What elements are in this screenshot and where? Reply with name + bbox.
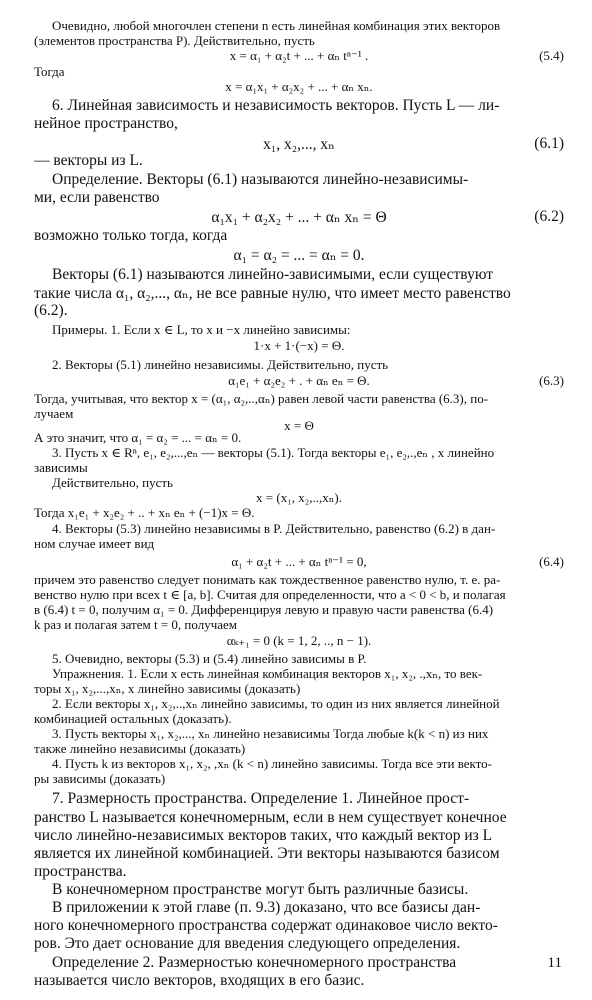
text-line: α₁e₁ + α₂e₂ + . + αₙ eₙ = Θ. — [228, 373, 370, 388]
text-line: k раз и полагая затем t = 0, получаем — [34, 617, 238, 632]
text-line: число линейно-независимых векторов таких, что каждый вектор из L — [34, 827, 493, 844]
text-line: α₁ + α₂t + ... + αₙ tⁿ⁻¹ = 0, — [231, 554, 367, 569]
text-line: венство нулю при всех t ∈ [a, b]. Считая для определенности, что a < 0 < b, и полагая — [34, 587, 506, 602]
text-line: x = α₁x₁ + α₂x₂ + ... + αₙ xₙ. — [225, 79, 373, 94]
text-line: α₁ = α₂ = ... = αₙ = 0. — [233, 247, 365, 264]
text-line: Векторы (6.1) называются линейно-зависимыми, если существуют — [52, 266, 493, 283]
equation-number: (6.3) — [539, 373, 564, 388]
text-line: А это значит, что α₁ = α₂ = ... = αₙ = 0. — [34, 430, 242, 445]
text-line: x = α₁ + α₂t + ... + αₙ tⁿ⁻¹ . — [229, 48, 369, 63]
text-line: В конечномерном пространстве могут быть различные базисы. — [52, 881, 469, 898]
text-line: Упражнения. 1. Если x есть линейная комбинация векторов x₁, x₂, .,xₙ, то век- — [52, 666, 483, 681]
text-line: 5. Очевидно, векторы (5.3) и (5.4) линейно зависимы в P. — [52, 651, 367, 666]
text-line: причем это равенство следует понимать как тождественное равенство нулю, т. е. ра- — [34, 572, 501, 587]
text-line: ном случае имеет вид — [34, 536, 155, 551]
text-line: 2. Если векторы x₁, x₂,..,xₙ линейно зависимы, то один из них является линейной — [52, 696, 500, 711]
page-number: 11 — [547, 955, 562, 971]
text-line: 3. Пусть x ∈ Rⁿ, e₁, e₂,...,eₙ — векторы (5.1). Тогда векторы e₁, e₂,.,eₙ , x линейно — [52, 445, 495, 460]
text-line: в (6.4) t = 0, получим α₁ = 0. Дифференцируя левую и правую части равенства (6.4) — [34, 602, 494, 617]
text-line: — векторы из L. — [34, 152, 143, 169]
equation-number: (6.1) — [534, 135, 564, 152]
text-line: пространства. — [34, 863, 127, 880]
text-line: 2. Векторы (5.1) линейно независимы. Действительно, пусть — [52, 357, 389, 372]
text-line: комбинацией остальных (доказать). — [34, 711, 232, 726]
text-line: зависимы — [34, 460, 88, 475]
text-line: 1·x + 1·(−x) = Θ. — [253, 338, 345, 353]
text-line: называется число векторов, входящих в его базис. — [34, 972, 365, 989]
equation-number: (6.4) — [539, 554, 564, 569]
text-line: торы x₁, x₂,...,xₙ, x линейно зависимы (доказать) — [34, 681, 301, 696]
text-line: ми, если равенство — [34, 189, 160, 206]
equation-number: (6.2) — [534, 208, 564, 225]
text-line: x = (x₁, x₂,..,xₙ). — [256, 490, 342, 505]
text-line: возможно только тогда, когда — [34, 227, 228, 244]
text-line: Определение. Векторы (6.1) называются линейно-независимы- — [52, 171, 469, 188]
text-line: Действительно, пусть — [52, 475, 173, 490]
text-line: нейное пространство, — [34, 115, 178, 132]
text-line: является их линейной комбинацией. Эти векторы называются базисом — [34, 845, 500, 862]
text-line: ного конечномерного пространства содержат одинаковое число векто- — [34, 917, 498, 934]
text-line: Тогда, учитывая, что вектор x = (α₁, α₂,..,αₙ) равен левой части равенства (6.3), по- — [34, 391, 489, 406]
text-line: ров. Это дает основание для введения следующего определения. — [34, 935, 461, 952]
text-line: 7. Размерность пространства. Определение 1. Линейное прост- — [52, 790, 470, 807]
text-line: 4. Векторы (5.3) линейно независимы в P. Действительно, равенство (6.2) в дан- — [52, 521, 496, 536]
text-line: Тогда x₁e₁ + x₂e₂ + .. + xₙ eₙ + (−1)x = Θ. — [34, 505, 255, 520]
text-line: x₁, x₂,..., xₙ — [263, 136, 335, 153]
text-line: Очевидно, любой многочлен степени n есть линейная комбинация этих векторов — [52, 18, 501, 33]
text-line: такие числа α₁, α₂,..., αₙ, не все равные нулю, что имеет место равенство — [34, 285, 511, 302]
text-line: α₁x₁ + α₂x₂ + ... + αₙ xₙ = Θ — [211, 209, 387, 226]
text-line: 3. Пусть векторы x₁, x₂,..., xₙ линейно независимы Тогда любые k(k < n) из них — [52, 726, 489, 741]
text-line: 4. Пусть k из векторов x₁, x₂, ,xₙ (k < n) линейно зависимы. Тогда все эти векто- — [52, 756, 493, 771]
text-line: лучаем — [34, 406, 74, 421]
text-line: Тогда — [34, 64, 65, 79]
text-line: 6. Линейная зависимость и независимость векторов. Пусть L — ли- — [52, 97, 500, 114]
text-line: также линейно независимы (доказать) — [34, 741, 246, 756]
text-line: Определение 2. Размерностью конечномерного пространства — [52, 954, 457, 971]
text-line: ры зависимы (доказать) — [34, 771, 166, 786]
text-line: (6.2). — [34, 302, 68, 319]
text-line: ранство L называется конечномерным, если в нем существует конечное — [34, 809, 507, 826]
text-line: αₖ₊₁ = 0 (k = 1, 2, .., n − 1). — [226, 633, 372, 648]
text-line: В приложении к этой главе (п. 9.3) доказано, что все базисы дан- — [52, 899, 481, 916]
equation-number: (5.4) — [539, 48, 564, 63]
text-line: (элементов пространства P). Действительно, пусть — [34, 33, 315, 48]
text-line: x = Θ — [284, 418, 314, 433]
text-line: Примеры. 1. Если x ∈ L, то x и −x линейно зависимы: — [52, 322, 351, 337]
